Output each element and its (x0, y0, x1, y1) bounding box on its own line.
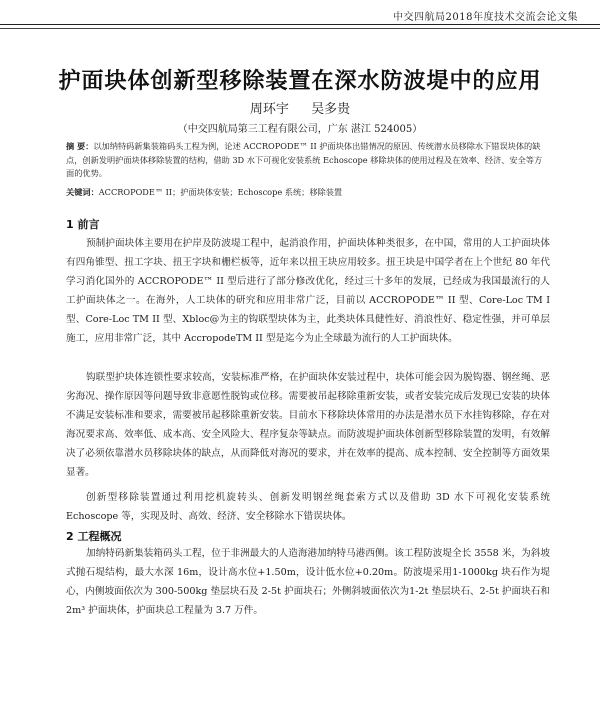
paragraph-intro-3: 创新型移除装置通过利用挖机旋转头、创新发明钢丝绳套索方式以及借助 3D 水下可视化安装系统 Echoscope 等，实现及时、高效、经济、安全移除水下错误块体。 (66, 492, 550, 522)
header-rule-thin (0, 28, 600, 29)
paragraph-intro-1: 预制护面块体主要用在护岸及防波堤工程中，起消浪作用，护面块体种类很多，在中国，常用的人工护面块体有四角锥型、扭工字块、扭王字块和栅栏板等，近年来以扭王块应用较多。扭王块是中国学者在上个世纪 80 年代学习消化国外的 ACCROPODE™ II 型后进行了部分修改优化，经过三十多年的发展，已经成为我国最流行的人工护面块体之一。在海外，人工块体的研究和应用非常广泛，目前以 ACCROPODE™ II 型、Core-Loc TM I 型、Core-Loc TM II 型、Xbloc@为主的钩联型块体为主，此类块体具健性好、消浪性好、稳定性强，并可单层施工，应用非常广泛，其中 AccropodeTM II 型是迄今为止全球最为流行的人工护面块体。 (66, 238, 550, 344)
paper-title: 护面块体创新型移除装置在深水防波堤中的应用 (58, 69, 542, 94)
section-heading-overview: 2 工程概况 (66, 530, 122, 543)
running-head: 中交四航局2018年度技术交流会论文集 (393, 12, 578, 23)
affiliation: （中交四航局第三工程有限公司，广东 湛江 524005） (177, 124, 423, 135)
keywords (66, 186, 546, 199)
abstract (66, 140, 546, 181)
keywords-text: ACCROPODE™ II；护面块体安装；Echoscope 系统；移除装置 (98, 187, 343, 197)
author-1: 周环宇 (249, 102, 289, 117)
abstract-text: 以加纳特码新集装箱码头工程为例，论述 ACCROPODE™ II 护面块体出错情况的原因、传统潜水员移除水下错误块体的缺点，创新发明护面块体移除装置的结构，借助 3D 水下可视化安装系统 Echoscope 移除块体的使用过程及在效率、经济、安全等方面的优势。 (66, 141, 543, 178)
paragraph-overview-1: 加纳特码新集装箱码头工程，位于非洲最大的人造海港加纳特马港西侧。该工程防波堤全长 3558 米，为斜坡式抛石堤结构，最大水深 16m，设计高水位+1.50m，设计低水位+0.20m。防波堤采用1-1000kg 块石作为堤心，内侧坡面依次为 300-500kg 垫层块石及 2-5t 护面块石；外侧斜坡面依次为1-2t 垫层块石、2-5t 护面块石和 2m³ 护面块体，护面块总工程量为 3.7 万件。 (66, 548, 550, 616)
keywords-label: 关键词： (66, 187, 99, 197)
author-2: 吴多贵 (311, 102, 351, 117)
authors (0, 98, 600, 117)
abstract-label: 摘 要： (66, 141, 94, 151)
section-heading-intro: 1 前言 (66, 218, 100, 231)
paragraph-intro-2: 钩联型护块体连锁性要求较高，安装标准严格，在护面块体安装过程中，块体可能会因为脱钩器、钢丝绳、恶劣海况、操作原因等问题导致非意愿性脱钩或位移。需要被吊起移除重新安装，或者安装完成后发现已安装的块体不满足安装标准和要求，需要被吊起移除重新安装。目前水下移除块体常用的办法是潜水员下水挂钩移除，存在对海况要求高、效率低、成本高、安全风险大、程序复杂等缺点。而防波堤护面块体创新型移除装置的发明，有效解决了必须依靠潜水员移除块体的缺点，从而降低对海况的要求，并在效率的提高、成本控制、安全控制等方面效果显著。 (66, 372, 550, 478)
header-rule (0, 24, 600, 25)
